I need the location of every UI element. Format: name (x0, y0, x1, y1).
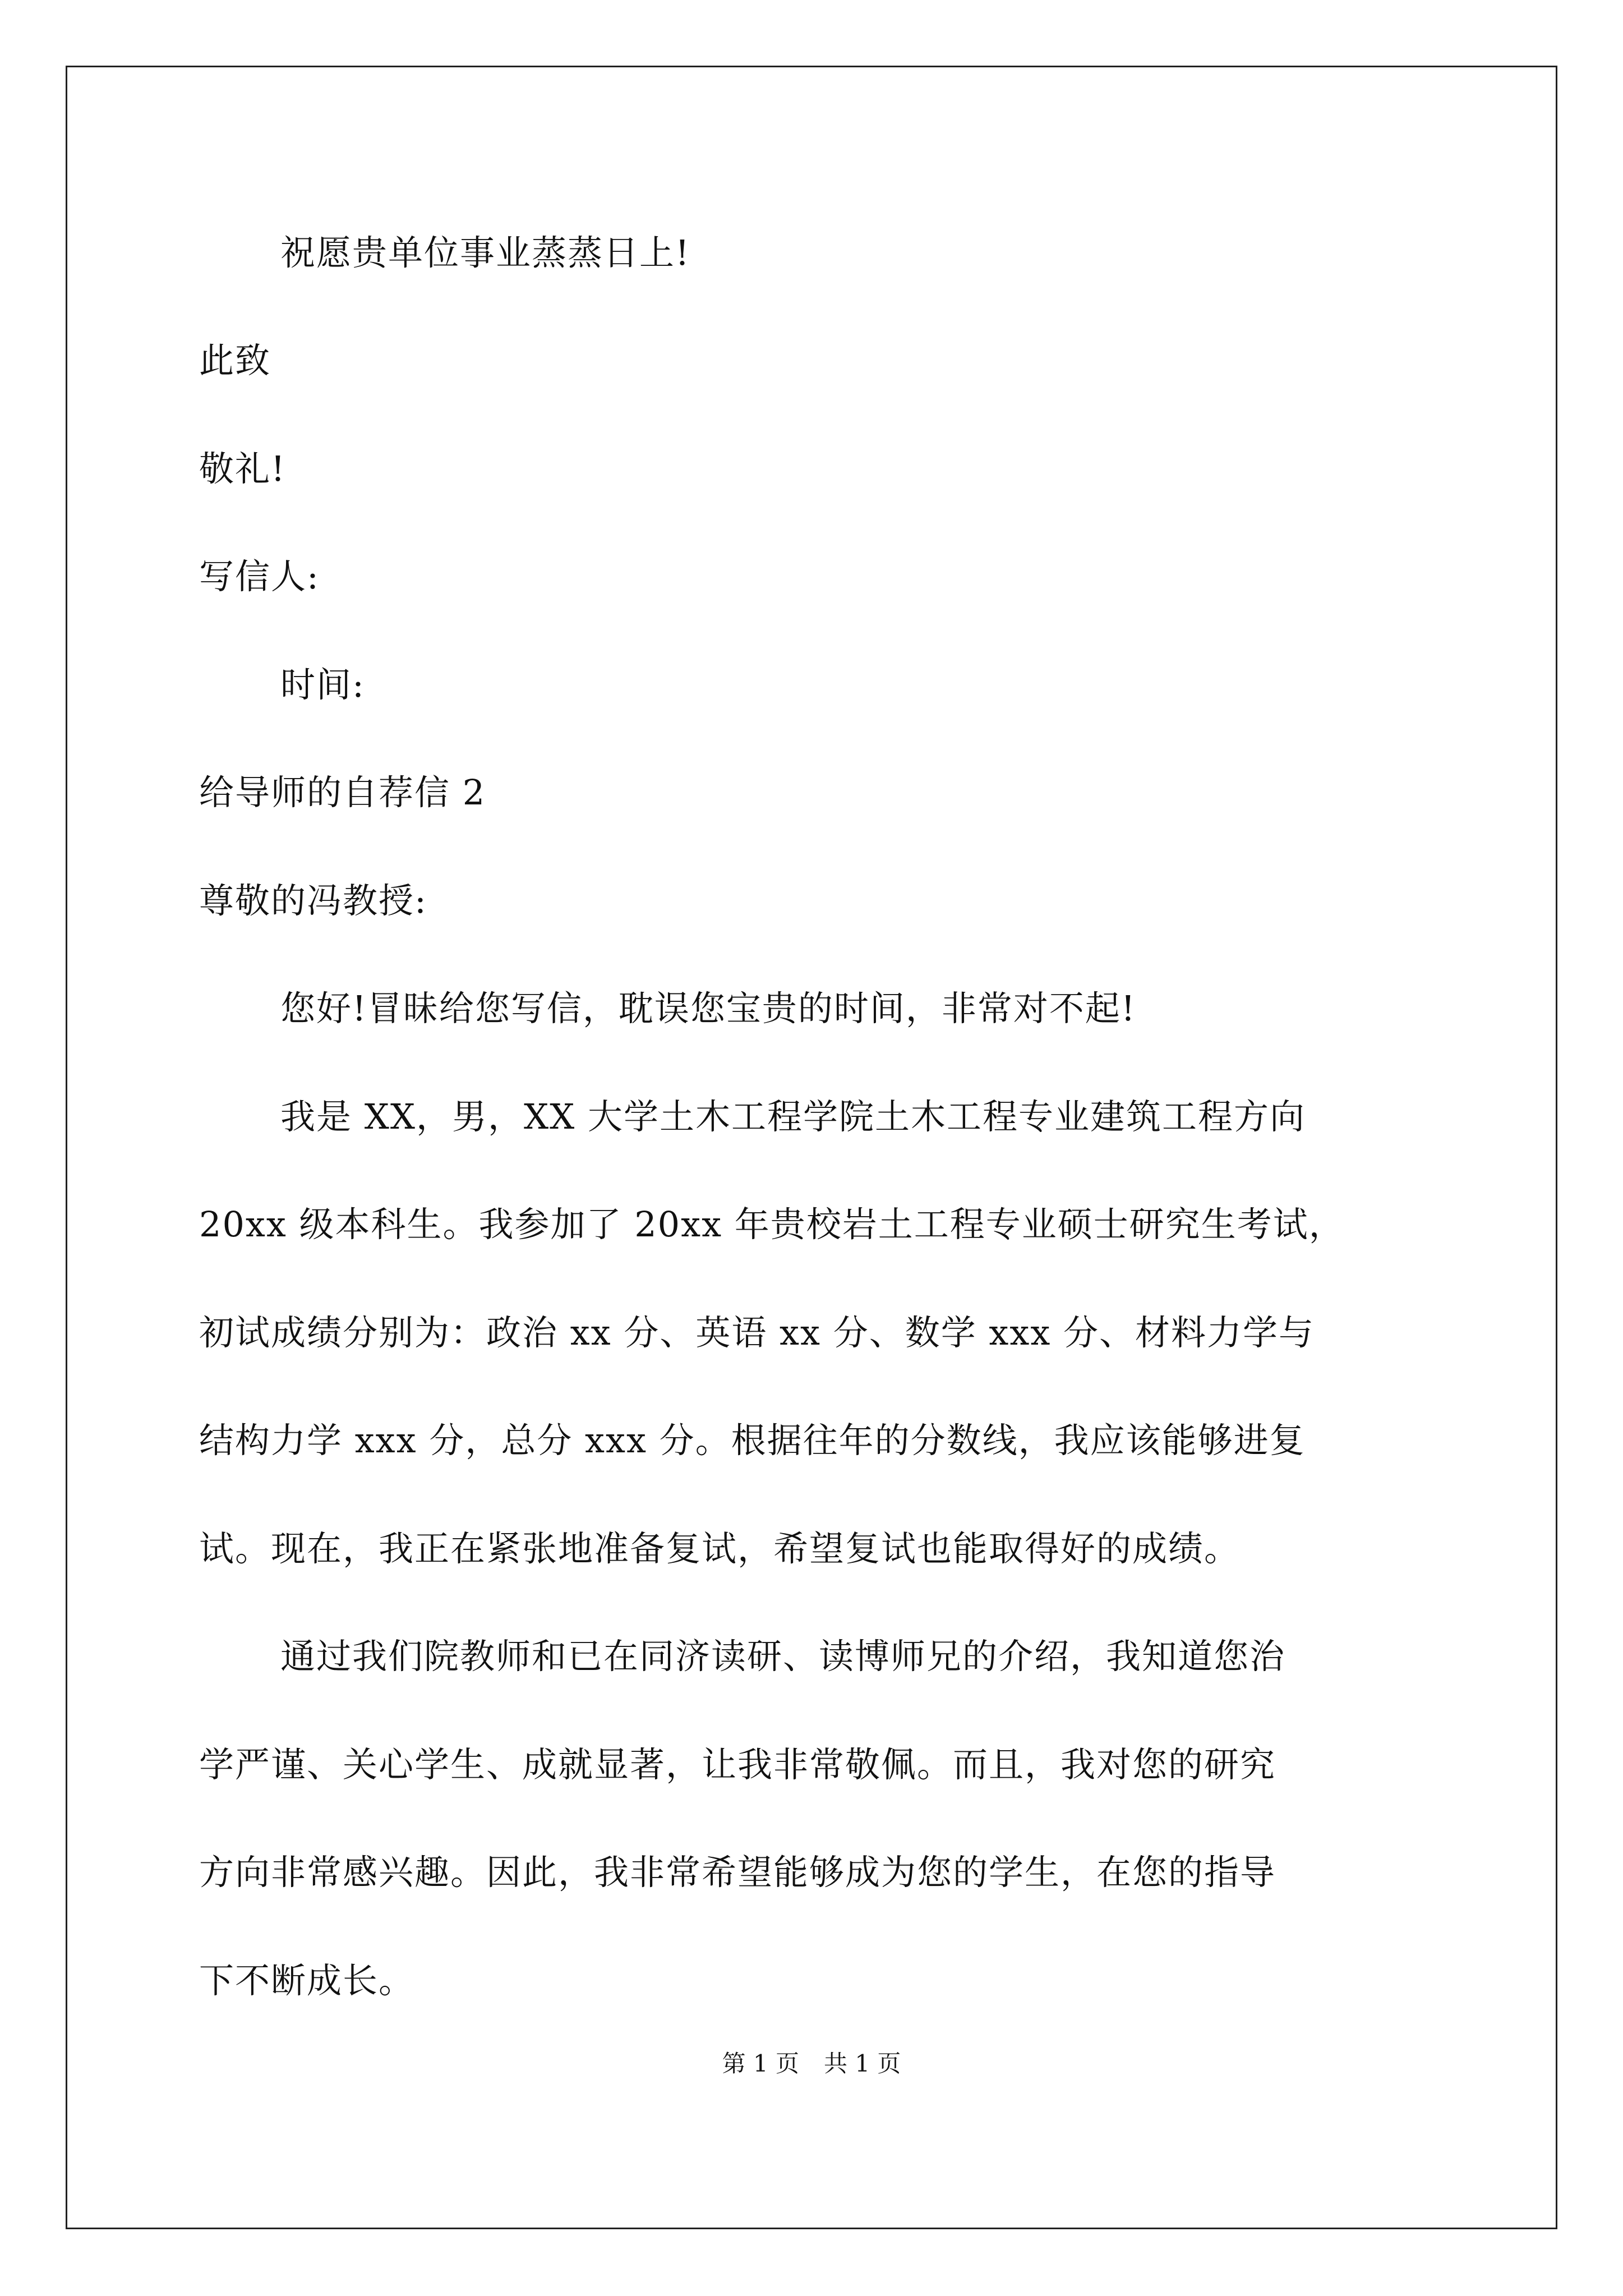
paragraph-2-line: 下不断成长。 (199, 1960, 415, 2001)
closing-wish: 祝愿贵单位事业蒸蒸日上! (280, 232, 690, 273)
salutation-line-1: 此致 (199, 340, 271, 381)
paragraph-2-line: 通过我们院教师和已在同济读研、读博师兄的介绍，我知道您治 (280, 1636, 1286, 1677)
greeting: 您好!冒昧给您写信，耽误您宝贵的时间，非常对不起! (280, 988, 1136, 1029)
writer-label: 写信人: (199, 556, 320, 597)
page-border (66, 66, 1557, 2229)
paragraph-1-line: 结构力学 xxx 分，总分 xxx 分。根据往年的分数线，我应该能够进复 (199, 1420, 1306, 1461)
time-label: 时间: (280, 664, 365, 705)
page-footer (0, 2052, 1623, 2076)
paragraph-2-line: 方向非常感兴趣。因此，我非常希望能够成为您的学生，在您的指导 (199, 1852, 1276, 1893)
addressee: 尊敬的冯教授: (199, 880, 427, 921)
salutation-line-2: 敬礼! (199, 448, 286, 489)
paragraph-1-line: 初试成绩分别为：政治 xx 分、英语 xx 分、数学 xxx 分、材料力学与 (199, 1312, 1315, 1353)
paragraph-1-line: 20xx 级本科生。我参加了 20xx 年贵校岩土工程专业硕士研究生考试， (199, 1204, 1345, 1245)
paragraph-2-line: 学严谨、关心学生、成就显著，让我非常敬佩。而且，我对您的研究 (199, 1744, 1276, 1785)
section-title: 给导师的自荐信 2 (199, 772, 486, 813)
page-current: 第 1 页 (722, 2050, 799, 2077)
page-total: 共 1 页 (824, 2050, 901, 2077)
paragraph-1-line: 我是 XX，男，XX 大学土木工程学院土木工程专业建筑工程方向 (280, 1096, 1306, 1137)
paragraph-1-line: 试。现在，我正在紧张地准备复试，希望复试也能取得好的成绩。 (199, 1528, 1241, 1569)
